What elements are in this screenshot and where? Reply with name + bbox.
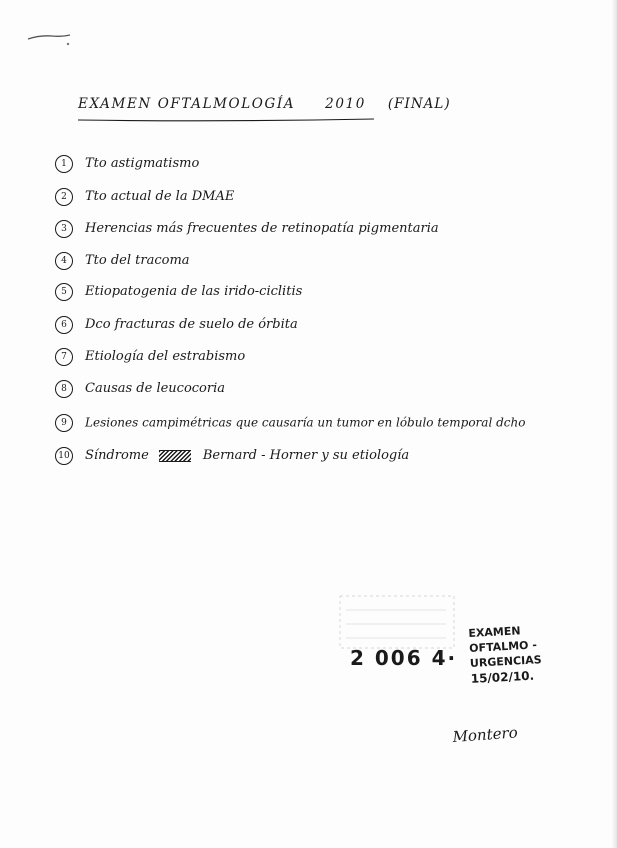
question-item <box>55 411 525 433</box>
exam-title-type: (FINAL) <box>387 96 451 112</box>
question-item <box>55 281 302 303</box>
question-number: 4 <box>55 252 73 270</box>
question-text-start: Síndrome <box>85 448 149 463</box>
signature: Montero <box>452 723 519 746</box>
question-text-end: Bernard - Horner y su etiología <box>202 448 410 463</box>
question-number: 6 <box>55 316 73 334</box>
question-item <box>55 186 234 208</box>
question-text: Herencias más frecuentes de retinopatía pigmentaria <box>85 221 439 236</box>
stamp-note-line: URGENCIAS <box>469 653 542 670</box>
question-item <box>55 218 439 240</box>
question-number: 1 <box>55 155 73 173</box>
question-item <box>55 346 245 368</box>
question-text: Causas de leucocoria <box>85 381 226 396</box>
question-text: Etiología del estrabismo <box>85 349 246 364</box>
question-number: 5 <box>55 283 73 301</box>
question-number: 7 <box>55 348 73 366</box>
exam-title-main: EXAMEN OFTALMOLOGÍA <box>78 96 296 112</box>
question-number: 8 <box>55 380 73 398</box>
title-underline <box>76 117 376 125</box>
stamp-note-line: OFTALMO - <box>468 638 538 655</box>
question-number: 10 <box>55 447 73 465</box>
question-item <box>55 250 190 272</box>
faint-stamp-outline <box>338 594 456 650</box>
exam-title <box>78 96 451 112</box>
stamp-date: 15/02/10. <box>470 668 535 686</box>
registration-number: 2 006 4· <box>350 646 458 670</box>
stamp-note-line: EXAMEN <box>468 624 521 640</box>
question-number: 9 <box>55 414 73 432</box>
corner-pen-mark <box>26 30 76 48</box>
question-text: Tto del tracoma <box>85 253 190 268</box>
question-item <box>55 378 225 400</box>
page-edge-shadow <box>611 0 617 848</box>
crossed-out-word <box>159 450 191 462</box>
exam-title-year: 2010 <box>325 96 366 112</box>
question-text: Tto actual de la DMAE <box>85 189 235 204</box>
question-text: Tto astigmatismo <box>85 156 200 171</box>
question-text: Dco fracturas de suelo de órbita <box>85 317 298 332</box>
question-text: Etiopatogenia de las irido-ciclitis <box>85 284 303 299</box>
question-item <box>55 314 298 336</box>
stamp-note <box>468 622 543 687</box>
question-number: 2 <box>55 188 73 206</box>
question-number: 3 <box>55 220 73 238</box>
question-item <box>55 153 199 175</box>
question-text: Lesiones campimétricas que causaría un tumor en lóbulo temporal dcho <box>85 415 526 430</box>
question-item <box>55 445 409 467</box>
